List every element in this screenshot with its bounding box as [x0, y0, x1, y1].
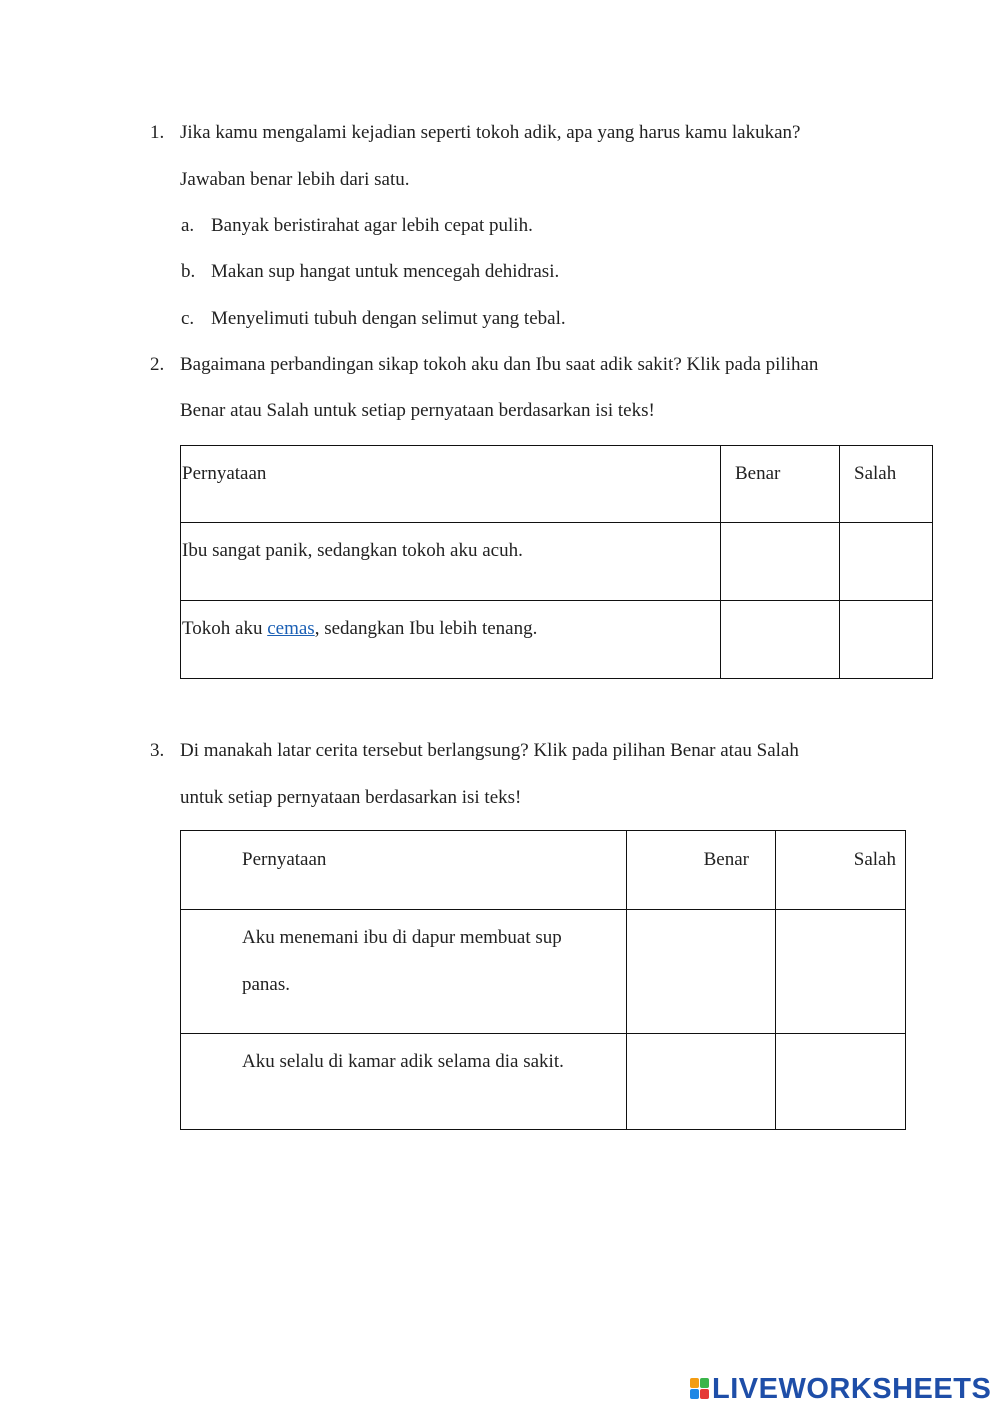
q3-row2-benar-cell[interactable]	[627, 1034, 776, 1130]
q2-row2-statement	[181, 601, 721, 679]
q3-header-salah: Salah	[776, 831, 906, 910]
q3-question-line2: untuk setiap pernyataan berdasarkan isi teks!	[180, 787, 522, 808]
q2-header-benar: Benar	[721, 446, 840, 523]
q1-number: 1.	[150, 122, 165, 143]
q1-option-c[interactable]: Menyelimuti tubuh dengan selimut yang tebal.	[211, 308, 566, 329]
q2-header-salah: Salah	[840, 446, 933, 523]
q2-row2-text-after: , sedangkan Ibu lebih tenang.	[314, 618, 538, 639]
q3-row1-statement	[181, 910, 627, 1034]
q1-option-b-letter: b.	[181, 261, 196, 282]
q1-option-c-letter: c.	[181, 308, 195, 329]
q2-question-line1: Bagaimana perbandingan sikap tokoh aku dan Ibu saat adik sakit? Klik pada pilihan	[180, 354, 819, 375]
q2-statement-table	[180, 445, 933, 679]
q2-row2-salah-cell[interactable]	[840, 601, 933, 679]
q3-statement-table	[180, 830, 906, 1130]
liveworksheets-logo[interactable]	[690, 1374, 991, 1404]
q2-row2-text-before: Tokoh aku	[182, 618, 268, 639]
q1-option-a-letter: a.	[181, 215, 195, 236]
q3-header-statement: Pernyataan	[181, 831, 627, 910]
q3-row1-line1: Aku menemani ibu di dapur membuat sup	[242, 927, 562, 948]
q2-question-line2: Benar atau Salah untuk setiap pernyataan berdasarkan isi teks!	[180, 400, 655, 421]
q3-row2-statement: Aku selalu di kamar adik selama dia sakit.	[181, 1034, 627, 1130]
q3-row2-salah-cell[interactable]	[776, 1034, 906, 1130]
q2-row2-benar-cell[interactable]	[721, 601, 840, 679]
q2-header-statement: Pernyataan	[181, 446, 721, 523]
q2-row1-statement: Ibu sangat panik, sedangkan tokoh aku acuh.	[181, 523, 721, 601]
logo-text: LIVEWORKSHEETS	[712, 1372, 992, 1405]
q1-option-a[interactable]: Banyak beristirahat agar lebih cepat pulih.	[211, 215, 533, 236]
q3-row1-benar-cell[interactable]	[627, 910, 776, 1034]
q2-row1-salah-cell[interactable]	[840, 523, 933, 601]
q1-question-line1: Jika kamu mengalami kejadian seperti tokoh adik, apa yang harus kamu lakukan?	[180, 122, 801, 143]
liveworksheets-logo-icon	[690, 1378, 710, 1400]
q3-number: 3.	[150, 740, 165, 761]
q1-option-b[interactable]: Makan sup hangat untuk mencegah dehidrasi.	[211, 261, 560, 282]
q2-row1-benar-cell[interactable]	[721, 523, 840, 601]
q3-row1-line2: panas.	[242, 974, 291, 995]
q3-row1-salah-cell[interactable]	[776, 910, 906, 1034]
cemas-link[interactable]: cemas	[267, 618, 315, 639]
q2-number: 2.	[150, 354, 165, 375]
q1-question-line2: Jawaban benar lebih dari satu.	[180, 169, 410, 190]
q3-question-line1: Di manakah latar cerita tersebut berlangsung? Klik pada pilihan Benar atau Salah	[180, 740, 799, 761]
q3-header-benar: Benar	[627, 831, 776, 910]
